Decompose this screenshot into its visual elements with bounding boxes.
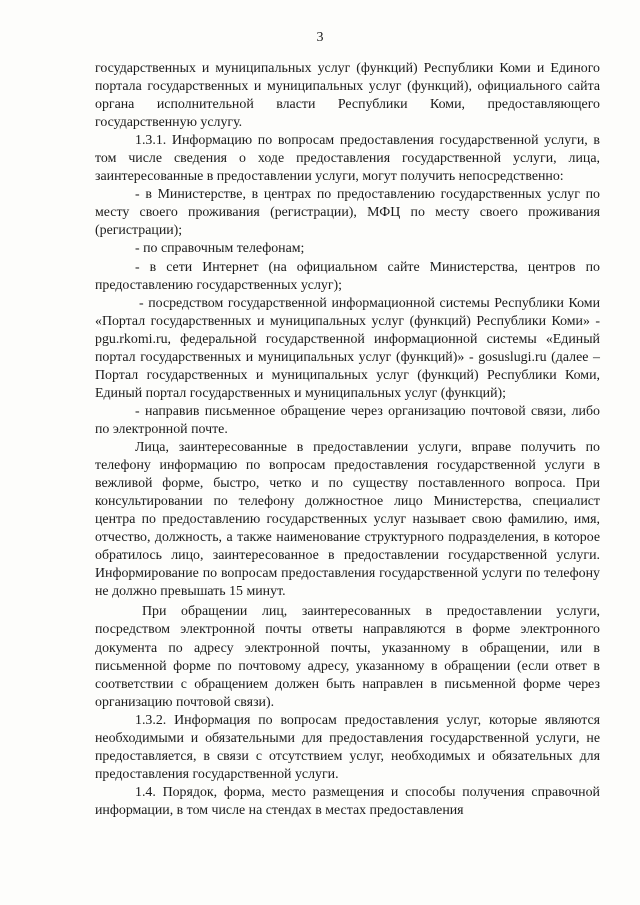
document-body [95, 60, 600, 820]
paragraph: 1.3.2. Информация по вопросам предоставления услуг, которые являются необходимыми и обязательными для предоставления государственной услуги, не предоставляется, в связи с отсутствием услуг, необходимых и обязательных для предоставления государственной услуги. [95, 712, 600, 782]
paragraph: 1.3.1. Информацию по вопросам предоставления государственной услуги, в том числе сведения о ходе предоставления государственной услуги, лица, заинтересованные в предоставлении услуги, могут получить непосредственно: [95, 133, 600, 185]
paragraph: При обращении лиц, заинтересованных в предоставлении услуги, посредством электронной почты ответы направляются в форме электронного документа по адресу электронной почты, указанному в обращении, или в письменной форме по почтовому адресу, указанному в обращении (если ответ в соответствии с обращением должен быть направлен в письменной форме через организацию почтовой связи). [95, 604, 600, 710]
paragraph: - направив письменное обращение через организацию почтовой связи, либо по электронной почте. [95, 403, 600, 437]
paragraph: - по справочным телефонам; [135, 241, 305, 257]
paragraph: - в Министерстве, в центрах по предоставлению государственных услуг по месту своего проживания (регистрации), МФЦ по месту своего проживания (регистрации); [95, 187, 600, 239]
paragraph: - посредством государственной информационной системы Республики Коми «Портал государственных и муниципальных услуг (функций) Республики Коми» - pgu.rkomi.ru, федеральной государственной информационной системы «Единый портал государственных и муниципальных услуг (функций)» - gosuslugi.ru (далее – Портал государственных и муниципальных услуг (функций) Республики Коми, Единый портал государственных и муниципальных услуг (функций); [95, 295, 600, 401]
paragraph: государственных и муниципальных услуг (функций) Республики Коми и Единого портала государственных и муниципальных услуг (функций), официального сайта органа исполнительной власти Республики Коми, предоставляющего государственную услугу. [95, 61, 600, 131]
paragraph: - в сети Интернет (на официальном сайте Министерства, центров по предоставлению государственных услуг); [95, 259, 600, 293]
paragraph: Лица, заинтересованные в предоставлении услуги, вправе получить по телефону информацию по вопросам предоставления государственной услуги в вежливой форме, быстро, четко и по существу поставленного вопроса. При консультировании по телефону должностное лицо Министерства, специалист центра по предоставлению государственных услуг называет свою фамилию, имя, отчество, должность, а также наименование структурного подразделения, в которое обратилось лицо, заинтересованное в предоставлении государственной услуги. Информирование по вопросам предоставления государственной услуги по телефону не должно превышать 15 минут. [95, 439, 600, 600]
paragraph: 1.4. Порядок, форма, место размещения и способы получения справочной информации, в том числе на стендах в местах предоставления [95, 784, 600, 818]
page-number: 3 [316, 30, 324, 45]
